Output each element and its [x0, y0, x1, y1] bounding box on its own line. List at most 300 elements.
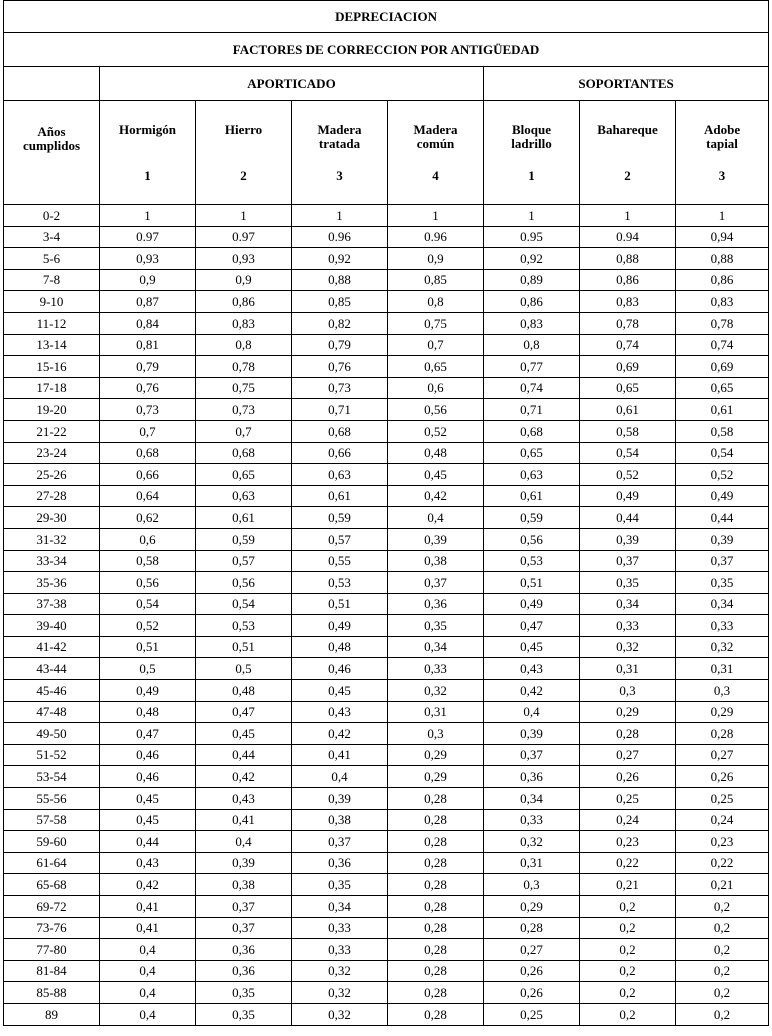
table-row: [4, 572, 769, 594]
factor-cell: 0,61: [580, 399, 676, 421]
group-aporticado: APORTICADO: [100, 67, 484, 101]
factor-cell: 1: [196, 205, 292, 227]
factor-cell: 0.96: [388, 226, 484, 248]
factor-cell: 0,43: [100, 852, 196, 874]
years-cell: 17-18: [4, 377, 100, 399]
years-cell: 27-28: [4, 485, 100, 507]
table-row: [4, 269, 769, 291]
header-years: [4, 101, 100, 205]
years-cell: 11-12: [4, 312, 100, 334]
table-row: [4, 960, 769, 982]
table-row: [4, 809, 769, 831]
factor-cell: 0,47: [100, 723, 196, 745]
factor-cell: 0,54: [676, 442, 769, 464]
factor-cell: 0,57: [196, 550, 292, 572]
table-row: [4, 658, 769, 680]
years-cell: 51-52: [4, 744, 100, 766]
factor-cell: 0,2: [676, 939, 769, 961]
years-cell: 65-68: [4, 874, 100, 896]
factor-cell: 0,56: [388, 399, 484, 421]
factor-cell: 0,3: [388, 723, 484, 745]
factor-cell: 0,28: [388, 788, 484, 810]
factor-cell: 0,21: [676, 874, 769, 896]
factor-cell: 0.94: [580, 226, 676, 248]
header-col-label: Bloque: [511, 121, 551, 137]
factor-cell: 0,76: [292, 356, 388, 378]
factor-cell: 0,59: [484, 507, 580, 529]
factor-cell: 0,2: [676, 1003, 769, 1025]
factor-cell: 0,87: [100, 291, 196, 313]
factor-cell: 0,27: [580, 744, 676, 766]
factor-cell: 0,9: [196, 269, 292, 291]
factor-cell: 0,21: [580, 874, 676, 896]
header-col-number: 3: [336, 167, 343, 183]
factor-cell: 0,41: [292, 744, 388, 766]
factor-cell: 0,39: [484, 723, 580, 745]
group-soportantes: SOPORTANTES: [484, 67, 769, 101]
factor-cell: 0,35: [388, 615, 484, 637]
header-years-line1: Años: [37, 123, 66, 139]
factor-cell: 0,37: [484, 744, 580, 766]
header-col-number: 3: [718, 167, 726, 183]
header-col-label: común: [416, 135, 455, 151]
factor-cell: 0,52: [580, 464, 676, 486]
factor-cell: 0,53: [484, 550, 580, 572]
factor-cell: 0,2: [676, 960, 769, 982]
factor-cell: 0,61: [676, 399, 769, 421]
years-cell: 37-38: [4, 593, 100, 615]
factor-cell: 0,36: [196, 960, 292, 982]
years-cell: 25-26: [4, 464, 100, 486]
years-cell: 81-84: [4, 960, 100, 982]
factor-cell: 0,28: [388, 982, 484, 1004]
factor-cell: 0,2: [580, 939, 676, 961]
factor-cell: 0,26: [580, 766, 676, 788]
years-cell: 29-30: [4, 507, 100, 529]
years-cell: 7-8: [4, 269, 100, 291]
factor-cell: 0,43: [292, 701, 388, 723]
factor-cell: 0,44: [100, 831, 196, 853]
factor-cell: 0,34: [580, 593, 676, 615]
header-col-label: tratada: [318, 135, 361, 151]
factor-cell: 0,58: [676, 420, 769, 442]
factor-cell: 0,33: [292, 939, 388, 961]
factor-cell: 0,92: [484, 248, 580, 270]
factor-cell: 0,68: [196, 442, 292, 464]
factor-cell: 0,28: [388, 960, 484, 982]
header-col-2: [292, 101, 388, 205]
factor-cell: 0,39: [292, 788, 388, 810]
years-cell: 61-64: [4, 852, 100, 874]
factor-cell: 0,33: [676, 615, 769, 637]
factor-cell: 0,54: [580, 442, 676, 464]
factor-cell: 0,71: [292, 399, 388, 421]
table-row: [4, 852, 769, 874]
factor-cell: 0,48: [100, 701, 196, 723]
factor-cell: 0,94: [676, 226, 769, 248]
factor-cell: 0,29: [484, 896, 580, 918]
factor-cell: 0,64: [100, 485, 196, 507]
years-cell: 69-72: [4, 896, 100, 918]
table-row: [4, 680, 769, 702]
years-cell: 23-24: [4, 442, 100, 464]
table-row: [4, 744, 769, 766]
header-col-label: ladrillo: [511, 135, 552, 151]
table-row: [4, 982, 769, 1004]
table-row: [4, 291, 769, 313]
factor-cell: 0,58: [580, 420, 676, 442]
header-years-line2: cumplidos: [22, 137, 81, 153]
table-row: [4, 507, 769, 529]
header-col-label: Hierro: [224, 121, 263, 137]
factor-cell: 0,35: [292, 874, 388, 896]
factor-cell: 0,83: [196, 312, 292, 334]
years-cell: 53-54: [4, 766, 100, 788]
factor-cell: 1: [580, 205, 676, 227]
factor-cell: 0,89: [484, 269, 580, 291]
table-row: [4, 356, 769, 378]
factor-cell: 0,26: [484, 960, 580, 982]
factor-cell: 0,65: [676, 377, 769, 399]
factor-cell: 0,31: [580, 658, 676, 680]
years-cell: 3-4: [4, 226, 100, 248]
table-subtitle: FACTORES DE CORRECCION POR ANTIGÜEDAD: [4, 33, 769, 67]
factor-cell: 0,59: [292, 507, 388, 529]
factor-cell: 0,4: [100, 1003, 196, 1025]
table-row: [4, 442, 769, 464]
factor-cell: 0,51: [100, 636, 196, 658]
factor-cell: 0,78: [676, 312, 769, 334]
factor-cell: 0,26: [676, 766, 769, 788]
factor-cell: 1: [388, 205, 484, 227]
header-col-label: tapial: [706, 135, 738, 151]
years-cell: 15-16: [4, 356, 100, 378]
factor-cell: 0,41: [100, 896, 196, 918]
table-row: [4, 248, 769, 270]
factor-cell: 0,45: [100, 788, 196, 810]
table-row: [4, 831, 769, 853]
factor-cell: 0,65: [580, 377, 676, 399]
header-col-label: Adobe: [703, 121, 741, 137]
factor-cell: 0,46: [100, 766, 196, 788]
factor-cell: 0,33: [388, 658, 484, 680]
factor-cell: 0,35: [580, 572, 676, 594]
factor-cell: 0,36: [388, 593, 484, 615]
factor-cell: 0,37: [676, 550, 769, 572]
factor-cell: 0,68: [484, 420, 580, 442]
table-row: [4, 528, 769, 550]
factor-cell: 0,85: [292, 291, 388, 313]
years-cell: 57-58: [4, 809, 100, 831]
factor-cell: 0,2: [580, 960, 676, 982]
factor-cell: 0,65: [484, 442, 580, 464]
factor-cell: 0,41: [196, 809, 292, 831]
header-col-6: [676, 101, 769, 205]
table-row: [4, 874, 769, 896]
factor-cell: 0,61: [196, 507, 292, 529]
header-col-number: 2: [240, 167, 247, 183]
factor-cell: 0,6: [100, 528, 196, 550]
factor-cell: 0,52: [676, 464, 769, 486]
factor-cell: 0,65: [196, 464, 292, 486]
years-cell: 33-34: [4, 550, 100, 572]
factor-cell: 0,78: [196, 356, 292, 378]
factor-cell: 0,42: [484, 680, 580, 702]
factor-cell: 0,43: [196, 788, 292, 810]
factor-cell: 0,28: [676, 723, 769, 745]
factor-cell: 0,2: [580, 982, 676, 1004]
years-cell: 73-76: [4, 917, 100, 939]
factor-cell: 0,32: [292, 982, 388, 1004]
factor-cell: 0,51: [196, 636, 292, 658]
years-cell: 43-44: [4, 658, 100, 680]
factor-cell: 0,63: [196, 485, 292, 507]
factor-cell: 0,39: [388, 528, 484, 550]
factor-cell: 0,32: [676, 636, 769, 658]
table-row: [4, 593, 769, 615]
factor-cell: 0,49: [484, 593, 580, 615]
years-cell: 13-14: [4, 334, 100, 356]
factor-cell: 1: [676, 205, 769, 227]
factor-cell: 0,81: [100, 334, 196, 356]
factor-cell: 0,73: [196, 399, 292, 421]
factor-cell: 0,57: [292, 528, 388, 550]
factor-cell: 0,51: [484, 572, 580, 594]
years-cell: 31-32: [4, 528, 100, 550]
table-row: [4, 485, 769, 507]
factor-cell: 0,49: [580, 485, 676, 507]
factor-cell: 0,49: [676, 485, 769, 507]
factor-cell: 0,45: [100, 809, 196, 831]
factor-cell: 0,71: [484, 399, 580, 421]
factor-cell: 0,52: [388, 420, 484, 442]
table-row: [4, 896, 769, 918]
factor-cell: 0,28: [388, 917, 484, 939]
factor-cell: 0,83: [676, 291, 769, 313]
factor-cell: 0,37: [196, 896, 292, 918]
factor-cell: 0,47: [484, 615, 580, 637]
factor-cell: 0,84: [100, 312, 196, 334]
years-cell: 0-2: [4, 205, 100, 227]
factor-cell: 0,38: [292, 809, 388, 831]
header-col-3: [388, 101, 484, 205]
years-cell: 49-50: [4, 723, 100, 745]
factor-cell: 0.97: [100, 226, 196, 248]
factor-cell: 0,65: [388, 356, 484, 378]
factor-cell: 0,2: [676, 917, 769, 939]
factor-cell: 0,51: [292, 593, 388, 615]
years-cell: 89: [4, 1003, 100, 1025]
header-col-number: 4: [432, 167, 439, 183]
factor-cell: 0,88: [292, 269, 388, 291]
factor-cell: 0,3: [484, 874, 580, 896]
factor-cell: 0,45: [196, 723, 292, 745]
factor-cell: 0,42: [100, 874, 196, 896]
factor-cell: 0,39: [676, 528, 769, 550]
factor-cell: 0,82: [292, 312, 388, 334]
factor-cell: 0,43: [484, 658, 580, 680]
factor-cell: 0,24: [676, 809, 769, 831]
factor-cell: 0,28: [484, 917, 580, 939]
factor-cell: 0,56: [196, 572, 292, 594]
factor-cell: 0,62: [100, 507, 196, 529]
factor-cell: 0,9: [100, 269, 196, 291]
factor-cell: 0,77: [484, 356, 580, 378]
factor-cell: 0,75: [388, 312, 484, 334]
factor-cell: 0,28: [388, 831, 484, 853]
factor-cell: 0,45: [388, 464, 484, 486]
table-row: [4, 939, 769, 961]
factor-cell: 0,42: [388, 485, 484, 507]
factor-cell: 0,33: [580, 615, 676, 637]
header-col-5: [580, 101, 676, 205]
factor-cell: 0,56: [484, 528, 580, 550]
factor-cell: 0,73: [100, 399, 196, 421]
factor-cell: 0,79: [100, 356, 196, 378]
factor-cell: 0,9: [388, 248, 484, 270]
factor-cell: 0,35: [196, 982, 292, 1004]
factor-cell: 0,49: [292, 615, 388, 637]
factor-cell: 0,42: [292, 723, 388, 745]
factor-cell: 0,32: [580, 636, 676, 658]
factor-cell: 0,58: [100, 550, 196, 572]
table-row: [4, 399, 769, 421]
factor-cell: 0,48: [196, 680, 292, 702]
factor-cell: 0,54: [196, 593, 292, 615]
table-row: [4, 766, 769, 788]
factor-cell: 0,3: [676, 680, 769, 702]
factor-cell: 0,22: [676, 852, 769, 874]
factor-cell: 0,4: [100, 939, 196, 961]
factor-cell: 0,8: [388, 291, 484, 313]
factor-cell: 0,2: [580, 896, 676, 918]
factor-cell: 0,34: [484, 788, 580, 810]
factor-cell: 0,53: [196, 615, 292, 637]
factor-cell: 0,3: [580, 680, 676, 702]
factor-cell: 0,44: [580, 507, 676, 529]
factor-cell: 0,46: [292, 658, 388, 680]
factor-cell: 0,38: [196, 874, 292, 896]
factor-cell: 0,47: [196, 701, 292, 723]
factor-cell: 0,29: [580, 701, 676, 723]
table-row: [4, 377, 769, 399]
factor-cell: 0,34: [292, 896, 388, 918]
factor-cell: 0,32: [388, 680, 484, 702]
factor-cell: 0,5: [196, 658, 292, 680]
table-row: [4, 917, 769, 939]
factor-cell: 0,69: [580, 356, 676, 378]
factor-cell: 0,28: [388, 896, 484, 918]
table-row: [4, 723, 769, 745]
table-row: [4, 226, 769, 248]
factor-cell: 0,8: [196, 334, 292, 356]
factor-cell: 0,92: [292, 248, 388, 270]
factor-cell: 0,27: [676, 744, 769, 766]
factor-cell: 0,24: [580, 809, 676, 831]
factor-cell: 0,44: [676, 507, 769, 529]
header-col-label: Madera: [413, 121, 458, 137]
factor-cell: 0,32: [292, 1003, 388, 1025]
years-cell: 9-10: [4, 291, 100, 313]
table-row: [4, 334, 769, 356]
factor-cell: 0,85: [388, 269, 484, 291]
depreciation-table: [3, 0, 769, 1026]
factor-cell: 0,37: [196, 917, 292, 939]
factor-cell: 0,74: [484, 377, 580, 399]
factor-cell: 0,4: [484, 701, 580, 723]
factor-cell: 0,28: [388, 852, 484, 874]
factor-cell: 0,36: [292, 852, 388, 874]
factor-cell: 0,45: [292, 680, 388, 702]
factor-cell: 0,4: [100, 982, 196, 1004]
header-col-0: [100, 101, 196, 205]
factor-cell: 0,2: [676, 982, 769, 1004]
factor-cell: 0,69: [676, 356, 769, 378]
header-col-label: Bahareque: [597, 121, 658, 137]
years-cell: 55-56: [4, 788, 100, 810]
factor-cell: 0,7: [388, 334, 484, 356]
factor-cell: 0,28: [388, 939, 484, 961]
factor-cell: 0,29: [676, 701, 769, 723]
factor-cell: 0,44: [196, 744, 292, 766]
years-cell: 47-48: [4, 701, 100, 723]
factor-cell: 0,29: [388, 744, 484, 766]
factor-cell: 0,34: [676, 593, 769, 615]
header-col-number: 2: [624, 167, 631, 183]
factor-cell: 0,35: [676, 572, 769, 594]
header-col-label: Madera: [317, 121, 362, 137]
factor-cell: 0,32: [292, 960, 388, 982]
factor-cell: 0,86: [484, 291, 580, 313]
factor-cell: 0,68: [100, 442, 196, 464]
factor-cell: 0,23: [580, 831, 676, 853]
factor-cell: 0,83: [580, 291, 676, 313]
factor-cell: 0,6: [388, 377, 484, 399]
factor-cell: 0,2: [580, 917, 676, 939]
factor-cell: 0,7: [100, 420, 196, 442]
factor-cell: 0,68: [292, 420, 388, 442]
factor-cell: 0,29: [388, 766, 484, 788]
factor-cell: 0,31: [676, 658, 769, 680]
factor-cell: 0,28: [388, 1003, 484, 1025]
years-cell: 77-80: [4, 939, 100, 961]
factor-cell: 0,76: [100, 377, 196, 399]
factor-cell: 0,66: [292, 442, 388, 464]
header-col-4: [484, 101, 580, 205]
factor-cell: 0,45: [484, 636, 580, 658]
factor-cell: 0,37: [388, 572, 484, 594]
years-cell: 41-42: [4, 636, 100, 658]
factor-cell: 0,31: [388, 701, 484, 723]
factor-cell: 0.95: [484, 226, 580, 248]
factor-cell: 0,35: [196, 1003, 292, 1025]
header-col-1: [196, 101, 292, 205]
table-row: [4, 788, 769, 810]
factor-cell: 0,28: [580, 723, 676, 745]
factor-cell: 0,37: [292, 831, 388, 853]
table-row: [4, 636, 769, 658]
factor-cell: 0,56: [100, 572, 196, 594]
factor-cell: 0,74: [580, 334, 676, 356]
factor-cell: 0,39: [580, 528, 676, 550]
table-title: DEPRECIACION: [4, 1, 769, 33]
table-row: [4, 420, 769, 442]
factor-cell: 0,39: [196, 852, 292, 874]
factor-cell: 0,2: [676, 896, 769, 918]
factor-cell: 0,22: [580, 852, 676, 874]
factor-cell: 0,79: [292, 334, 388, 356]
factor-cell: 1: [484, 205, 580, 227]
